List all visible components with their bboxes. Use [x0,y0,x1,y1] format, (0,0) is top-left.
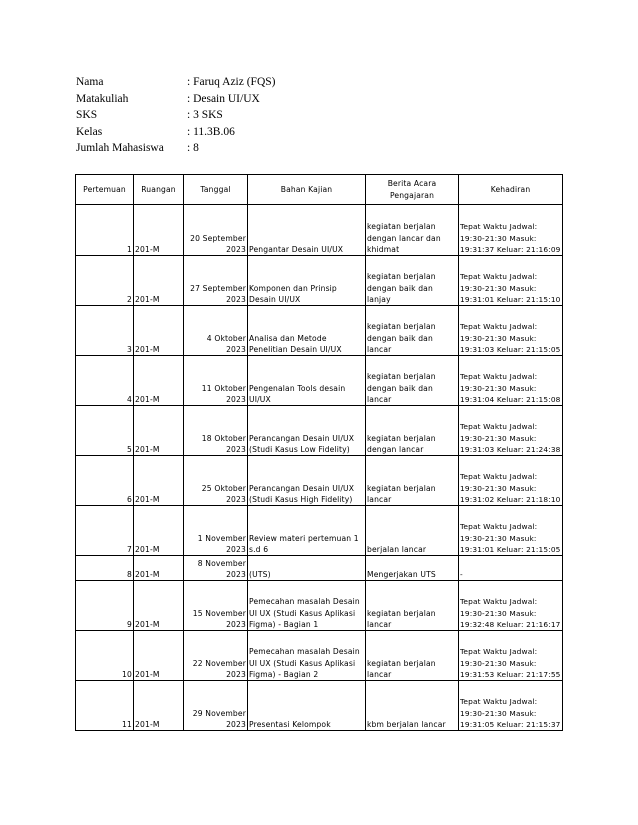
table-row [76,205,563,256]
cell-berita-acara: kbm berjalan lancar [366,681,459,731]
cell-berita-acara: kegiatan berjalan dengan baik dan lancar [366,356,459,406]
cell-tanggal: 18 Oktober 2023 [184,406,248,456]
cell-kehadiran: Tepat Waktu Jadwal: 19:30-21:30 Masuk: 19:31:04 Keluar: 21:15:08 [459,356,563,406]
table-row [76,631,563,681]
cell-ruangan: 201-M [134,631,184,681]
cell-berita-acara: kegiatan berjalan lancar [366,456,459,506]
cell-bahan-kajian: Review materi pertemuan 1 s.d 6 [248,506,366,556]
info-value: : 8 [187,142,199,155]
cell-kehadiran: Tepat Waktu Jadwal: 19:30-21:30 Masuk: 19:31:03 Keluar: 21:15:05 [459,306,563,356]
table-row [76,556,563,581]
cell-berita-acara: kegiatan berjalan dengan lancar [366,406,459,456]
cell-pertemuan: 4 [76,356,134,406]
info-row-kelas [76,124,275,141]
header-bahan-kajian: Bahan Kajian [248,175,366,205]
cell-tanggal: 4 Oktober 2023 [184,306,248,356]
info-row-sks [76,107,275,124]
cell-berita-acara: kegiatan berjalan dengan baik dan lanjay [366,256,459,306]
cell-tanggal: 22 November 2023 [184,631,248,681]
cell-pertemuan: 8 [76,556,134,581]
cell-ruangan: 201-M [134,306,184,356]
cell-berita-acara: kegiatan berjalan lancar [366,581,459,631]
cell-pertemuan: 9 [76,581,134,631]
cell-ruangan: 201-M [134,256,184,306]
info-value: : 11.3B.06 [187,125,235,138]
cell-kehadiran: Tepat Waktu Jadwal: 19:30-21:30 Masuk: 19:31:02 Keluar: 21:18:10 [459,456,563,506]
info-label: Nama [76,76,104,88]
cell-kehadiran: Tepat Waktu Jadwal: 19:30-21:30 Masuk: 19:31:05 Keluar: 21:15:37 [459,681,563,731]
cell-bahan-kajian: Pemecahan masalah Desain UI UX (Studi Kasus Aplikasi Figma) - Bagian 2 [248,631,366,681]
cell-tanggal: 1 November 2023 [184,506,248,556]
cell-tanggal: 15 November 2023 [184,581,248,631]
table-row [76,456,563,506]
header-pertemuan: Pertemuan [76,175,134,205]
cell-ruangan: 201-M [134,506,184,556]
course-info [76,74,275,157]
cell-ruangan: 201-M [134,406,184,456]
cell-pertemuan: 10 [76,631,134,681]
table-row [76,256,563,306]
cell-bahan-kajian: Presentasi Kelompok [248,681,366,731]
cell-ruangan: 201-M [134,681,184,731]
cell-ruangan: 201-M [134,456,184,506]
info-row-nama [76,74,275,91]
cell-bahan-kajian: (UTS) [248,556,366,581]
cell-kehadiran: Tepat Waktu Jadwal: 19:30-21:30 Masuk: 19:31:03 Keluar: 21:24:38 [459,406,563,456]
cell-berita-acara: kegiatan berjalan dengan lancar dan khidmat [366,205,459,256]
cell-ruangan: 201-M [134,556,184,581]
cell-tanggal: 8 November 2023 [184,556,248,581]
cell-tanggal: 27 September 2023 [184,256,248,306]
cell-bahan-kajian: Komponen dan Prinsip Desain UI/UX [248,256,366,306]
info-label: Jumlah Mahasiswa [76,142,164,155]
cell-kehadiran: Tepat Waktu Jadwal: 19:30-21:30 Masuk: 19:31:37 Keluar: 21:16:09 [459,205,563,256]
cell-pertemuan: 3 [76,306,134,356]
cell-tanggal: 25 Oktober 2023 [184,456,248,506]
cell-bahan-kajian: Pengenalan Tools desain UI/UX [248,356,366,406]
cell-pertemuan: 7 [76,506,134,556]
cell-kehadiran: Tepat Waktu Jadwal: 19:30-21:30 Masuk: 19:31:01 Keluar: 21:15:05 [459,506,563,556]
cell-berita-acara: kegiatan berjalan dengan baik dan lancar [366,306,459,356]
cell-tanggal: 20 September 2023 [184,205,248,256]
cell-bahan-kajian: Pemecahan masalah Desain UI UX (Studi Kasus Aplikasi Figma) - Bagian 1 [248,581,366,631]
table-row [76,581,563,631]
cell-pertemuan: 11 [76,681,134,731]
info-value: : Desain UI/UX [187,92,260,105]
cell-berita-acara: kegiatan berjalan lancar [366,631,459,681]
header-berita-acara: Berita Acara Pengajaran [366,175,459,205]
cell-tanggal: 11 Oktober 2023 [184,356,248,406]
cell-pertemuan: 5 [76,406,134,456]
info-value: : Faruq Aziz (FQS) [187,76,276,88]
header-tanggal: Tanggal [184,175,248,205]
cell-pertemuan: 1 [76,205,134,256]
header-ruangan: Ruangan [134,175,184,205]
info-label: Matakuliah [76,92,129,105]
table-row [76,356,563,406]
cell-pertemuan: 6 [76,456,134,506]
cell-bahan-kajian: Perancangan Desain UI/UX (Studi Kasus High Fidelity) [248,456,366,506]
table-row [76,406,563,456]
cell-pertemuan: 2 [76,256,134,306]
info-value: : 3 SKS [187,109,223,122]
attendance-table [75,174,563,731]
table-row [76,506,563,556]
info-label: SKS [76,109,98,122]
info-row-matakuliah [76,91,275,108]
cell-kehadiran: Tepat Waktu Jadwal: 19:30-21:30 Masuk: 19:32:48 Keluar: 21:16:17 [459,581,563,631]
cell-bahan-kajian: Perancangan Desain UI/UX (Studi Kasus Low Fidelity) [248,406,366,456]
table-row [76,306,563,356]
cell-ruangan: 201-M [134,356,184,406]
cell-bahan-kajian: Analisa dan Metode Penelitian Desain UI/UX [248,306,366,356]
cell-kehadiran: Tepat Waktu Jadwal: 19:30-21:30 Masuk: 19:31:01 Keluar: 21:15:10 [459,256,563,306]
cell-bahan-kajian: Pengantar Desain UI/UX [248,205,366,256]
header-kehadiran: Kehadiran [459,175,563,205]
cell-ruangan: 201-M [134,205,184,256]
cell-kehadiran: - [459,556,563,581]
table-header-row [76,175,563,205]
cell-berita-acara: Mengerjakan UTS [366,556,459,581]
table-row [76,681,563,731]
cell-kehadiran: Tepat Waktu Jadwal: 19:30-21:30 Masuk: 19:31:53 Keluar: 21:17:55 [459,631,563,681]
info-row-jumlah-mahasiswa [76,140,275,157]
cell-ruangan: 201-M [134,581,184,631]
cell-tanggal: 29 November 2023 [184,681,248,731]
cell-berita-acara: berjalan lancar [366,506,459,556]
info-label: Kelas [76,125,103,138]
